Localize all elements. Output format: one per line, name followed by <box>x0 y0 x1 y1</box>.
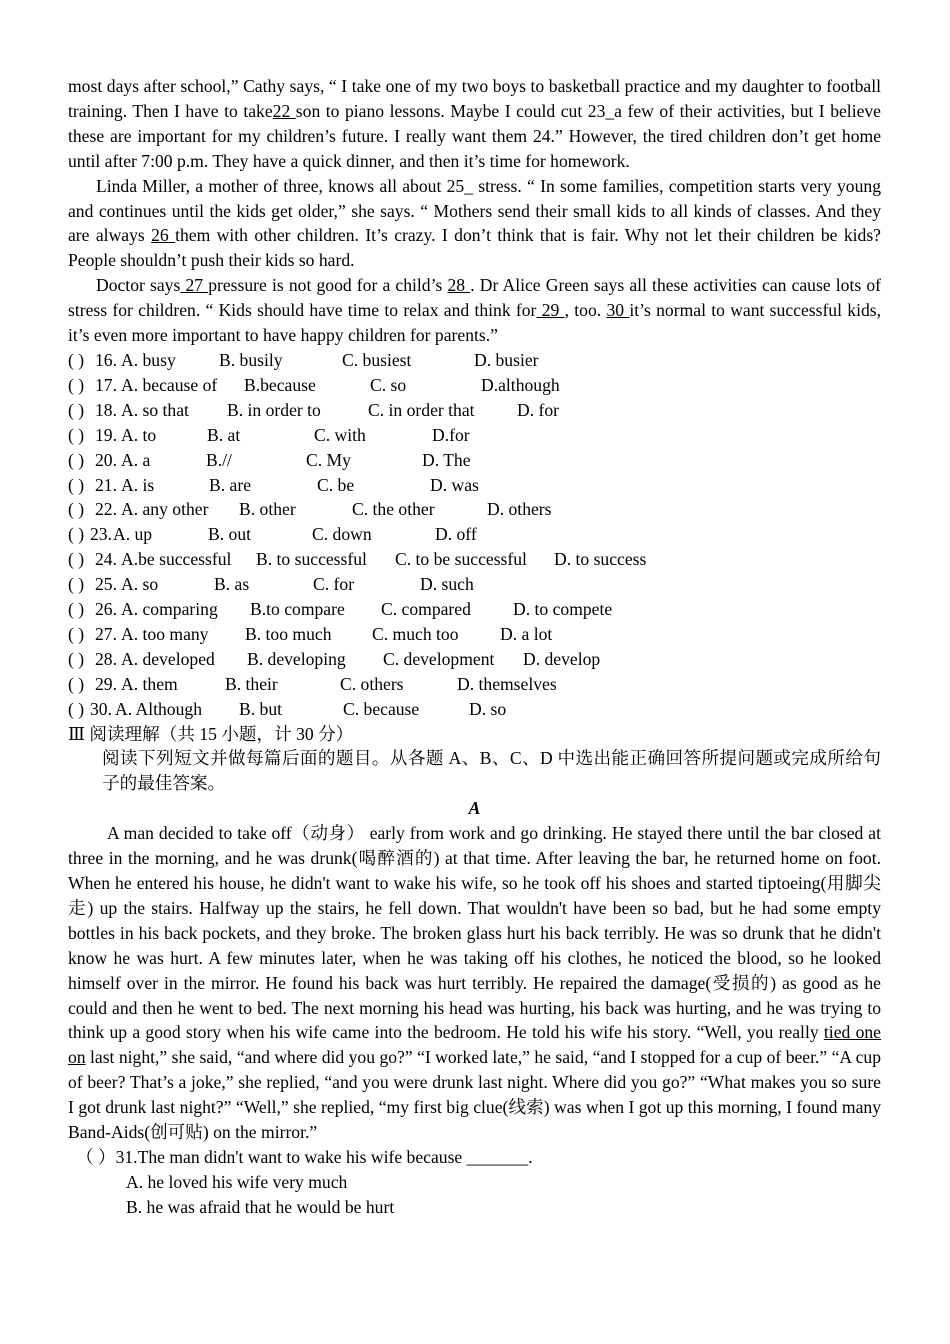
option-row-29: ( ) 29. A. them B. their C. others D. themselves <box>68 673 557 694</box>
blank-22: 22 <box>272 100 296 121</box>
blank-28: 28 <box>447 275 471 296</box>
section-instruction: 阅读下列短文并做每篇后面的题目。从各题 A、B、C、D 中选出能正确回答所提问题或完成所给句子的最佳答案。 <box>102 748 881 794</box>
option-row-26: ( ) 26. A. comparing B.to compare C. compared D. to compete <box>68 599 613 620</box>
exam-page <box>68 74 881 1220</box>
blank-30: 30 <box>606 300 630 321</box>
option-row-28: ( ) 28. A. developed B. developing C. development D. develop <box>68 648 601 669</box>
option-row-24: ( ) 24. A.be successful B. to successful C. to be successful D. to success <box>68 549 647 570</box>
passage-a: A man decided to take off（动身） early from work and go drinking. He stayed there until the bar closed at three in the morning, and he was drunk(喝醉酒的) at that time. After leaving the bar, he returned home on foot. When he entered his house, he didn't want to wake his wife, so he took off his shoes and started tiptoeing(用脚尖走) up the stairs. Halfway up the stairs, he fell down. That wouldn't have been so bad, but he had some empty bottles in his back pockets, and they broke. The broken glass hurt his back terribly. He was so drunk that he didn't know he was hurt. A few minutes later, when he was taking off his clothes, he noticed the blood, so he looked himself over in the mirror. He found his back was hurt terribly. He repaired the damage(受损的) as good as he could and then he went to bed. The next morning his head was hurting, his back was hurting, and he was trying to think up a good story when his wife came into the bedroom. He told his wife his story. “Well, you really tied one on last night,” she said, “and where did you go?” “I worked late,” he said, “and I stopped for a cup of beer.” “A cup of beer? That’s a joke,” she replied, “and you were drunk last night. Where did you go?” “What makes you so sure I got drunk last night?” “Well,” she replied, “my first big clue(线索) was when I got up this morning, I found many Band-Aids(创可贴) on the mirror.” <box>68 823 881 1143</box>
underlined-phrase: tied one on <box>68 1022 881 1068</box>
option-row-21: ( ) 21. A. is B. are C. be D. was <box>68 474 479 495</box>
question-31-option-b: B. he was afraid that he would be hurt <box>126 1196 395 1217</box>
option-row-18: ( ) 18. A. so that B. in order to C. in order that D. for <box>68 399 560 420</box>
option-row-19: ( ) 19. A. to B. at C. with D.for <box>68 424 470 445</box>
option-row-20: ( ) 20. A. a B.// C. My D. The <box>68 449 471 470</box>
option-row-27: ( ) 27. A. too many B. too much C. much too D. a lot <box>68 623 553 644</box>
passage-label: A <box>468 798 481 819</box>
option-row-30: ( ) 30. A. Although B. but C. because D. so <box>68 698 507 719</box>
option-row-23: ( ) 23. A. up B. out C. down D. off <box>68 524 477 545</box>
section-heading: Ⅲ 阅读理解（共 15 小题，计 30 分） <box>68 723 354 744</box>
blank-29: 29 <box>536 300 565 321</box>
cloze-options-list <box>68 348 881 722</box>
option-row-17: ( ) 17. A. because of B.because C. so D.although <box>68 374 560 395</box>
question-31-option-a: A. he loved his wife very much <box>126 1171 348 1192</box>
cloze-paragraph-1: most days after school,” Cathy says, “ I take one of my two boys to basketball practice and my daughter to football training. Then I have to take22 son to piano lessons. Maybe I could cut 23_a few of their activities, but I believe these are important for my children’s future. I really want them 24.” However, the tired children don’t get home until after 7:00 p.m. They have a quick dinner, and then it’s time for homework. <box>68 76 881 171</box>
blank-27: 27 <box>180 275 209 296</box>
question-31-stem: （ ）31.The man didn't want to wake his wife because _______. <box>76 1146 533 1167</box>
cloze-paragraph-2: Linda Miller, a mother of three, knows all about 25_ stress. “ In some families, competition starts very young and continues until the kids get older,” she says. “ Mothers send their small kids to all kinds of classes. And they are always 26 them with other children. It’s crazy. I don’t think that is fair. Why not let their children be kids? People shouldn’t push their kids so hard. <box>68 175 881 271</box>
option-row-16: ( ) 16. A. busy B. busily C. busiest D. busier <box>68 349 539 370</box>
option-row-22: ( ) 22. A. any other B. other C. the other D. others <box>68 499 552 520</box>
cloze-paragraph-3: Doctor says 27 pressure is not good for a child’s 28 . Dr Alice Green says all these activities can cause lots of stress for children. “ Kids should have time to relax and think for 29 , too. 30 it’s normal to want successful kids, it’s even more important to have happy children for parents.” <box>68 275 882 346</box>
option-row-25: ( ) 25. A. so B. as C. for D. such <box>68 574 474 595</box>
blank-26: 26 <box>151 225 176 246</box>
